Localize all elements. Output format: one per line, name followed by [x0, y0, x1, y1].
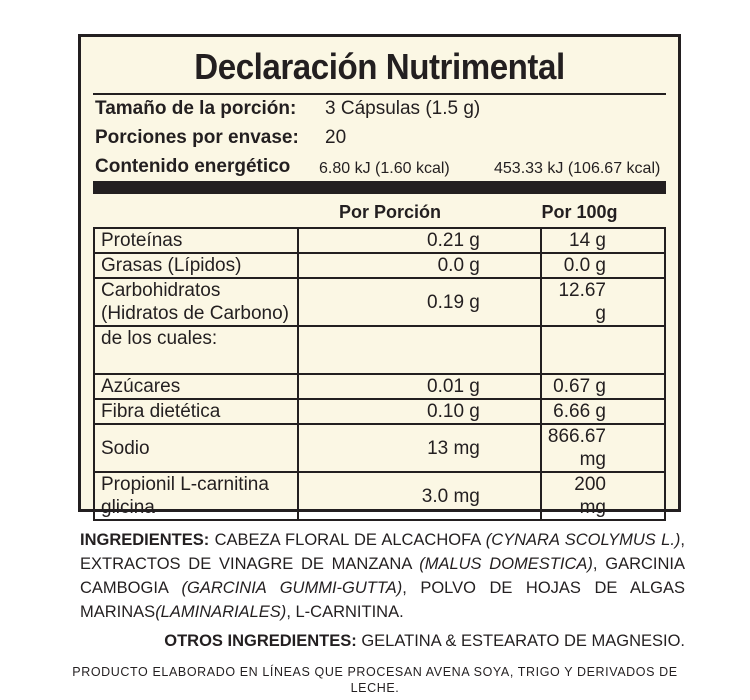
column-header-per-portion: Por Porción	[338, 202, 441, 222]
ingredient-part: CABEZA FLORAL DE ALCACHOFA	[209, 531, 486, 549]
value-per-portion	[298, 326, 541, 374]
nutrient-name-line1: Carbohidratos	[101, 280, 221, 301]
nutrient-name	[94, 472, 298, 520]
nutrient-name	[94, 326, 298, 374]
table-row	[94, 472, 665, 520]
ingredient-scientific-name: (GARCINIA GUMMI-GUTTA)	[181, 579, 403, 597]
nutrient-name-line2	[101, 350, 291, 373]
energy-per-100g: 453.33 kJ (106.67 kcal)	[494, 160, 661, 177]
value-per-portion: 0.0 g	[298, 253, 541, 278]
nutrient-name-line2: glicina	[101, 497, 155, 518]
ingredient-part: , L-CARNITINA.	[286, 603, 404, 621]
value-per-100g: 14 g	[541, 228, 665, 253]
value-per-100g: 0.0 g	[541, 253, 665, 278]
nutrient-name: Sodio	[94, 424, 298, 472]
table-row	[94, 253, 665, 278]
value-per-100g: 866.67 mg	[541, 424, 665, 472]
other-ingredients	[80, 630, 685, 652]
energy-label: Contenido energético	[95, 156, 291, 177]
ingredient-part: , GARCINIA CAMBOGIA	[80, 555, 685, 597]
servings-per-container-label: Porciones por envase:	[95, 127, 299, 148]
table-row	[94, 399, 665, 424]
ingredient-part: , EXTRACTOS DE VINAGRE DE MANZANA	[80, 531, 685, 573]
column-header-per-100g: Por 100g	[541, 202, 618, 222]
panel-title: Declaración Nutrimental	[194, 46, 565, 87]
value-per-portion: 0.10 g	[298, 399, 541, 424]
value-per-100g: 12.67 g	[541, 278, 665, 326]
ingredient-part: , POLVO DE HOJAS DE ALGAS MARINAS	[80, 579, 686, 621]
table-row	[94, 228, 665, 253]
value-per-100g	[541, 326, 665, 374]
allergen-notice: PRODUCTO ELABORADO EN LÍNEAS QUE PROCESAN AVENA SOYA, TRIGO Y DERIVADOS DE LECHE.	[72, 665, 678, 695]
energy-per-portion: 6.80 kJ (1.60 kcal)	[319, 160, 450, 177]
serving-size-value: 3 Cápsulas (1.5 g)	[325, 98, 481, 119]
value-per-100g: 0.67 g	[541, 374, 665, 399]
value-per-portion: 0.21 g	[298, 228, 541, 253]
nutrient-name	[94, 278, 298, 326]
nutrient-name: Grasas (Lípidos)	[94, 253, 298, 278]
value-per-100g: 6.66 g	[541, 399, 665, 424]
title-divider	[93, 93, 666, 95]
table-row	[94, 278, 665, 326]
ingredient-scientific-name: (LAMINARIALES)	[155, 603, 287, 621]
nutrition-table	[93, 227, 666, 521]
other-ingredients-value: GELATINA & ESTEARATO DE MAGNESIO.	[356, 632, 685, 650]
thick-divider	[93, 181, 666, 194]
nutrient-name: Proteínas	[94, 228, 298, 253]
serving-size-label: Tamaño de la porción:	[95, 98, 297, 119]
ingredient-scientific-name: (MALUS DOMESTICA)	[419, 555, 593, 573]
ingredients-label: INGREDIENTES:	[80, 531, 210, 549]
nutrient-name: Azúcares	[94, 374, 298, 399]
nutrient-name-line2: (Hidratos de Carbono)	[101, 303, 289, 324]
servings-per-container-row	[95, 126, 347, 150]
nutrient-name-line1: Propionil L-carnitina	[101, 474, 269, 495]
value-per-portion: 0.01 g	[298, 374, 541, 399]
other-ingredients-label: OTROS INGREDIENTES:	[164, 632, 357, 650]
value-per-portion: 0.19 g	[298, 278, 541, 326]
nutrition-panel	[78, 34, 681, 518]
value-per-portion: 3.0 mg	[298, 472, 541, 520]
value-per-100g: 200 mg	[541, 472, 665, 520]
table-row	[94, 326, 665, 374]
nutrient-name-line1: de los cuales:	[101, 328, 218, 349]
ingredients-text	[80, 528, 685, 624]
table-row	[94, 374, 665, 399]
ingredient-scientific-name: (CYNARA SCOLYMUS L.)	[485, 531, 681, 549]
value-per-portion: 13 mg	[298, 424, 541, 472]
serving-size-row	[95, 97, 481, 121]
nutrient-name: Fibra dietética	[94, 399, 298, 424]
table-row	[94, 424, 665, 472]
servings-per-container-value: 20	[325, 127, 347, 148]
